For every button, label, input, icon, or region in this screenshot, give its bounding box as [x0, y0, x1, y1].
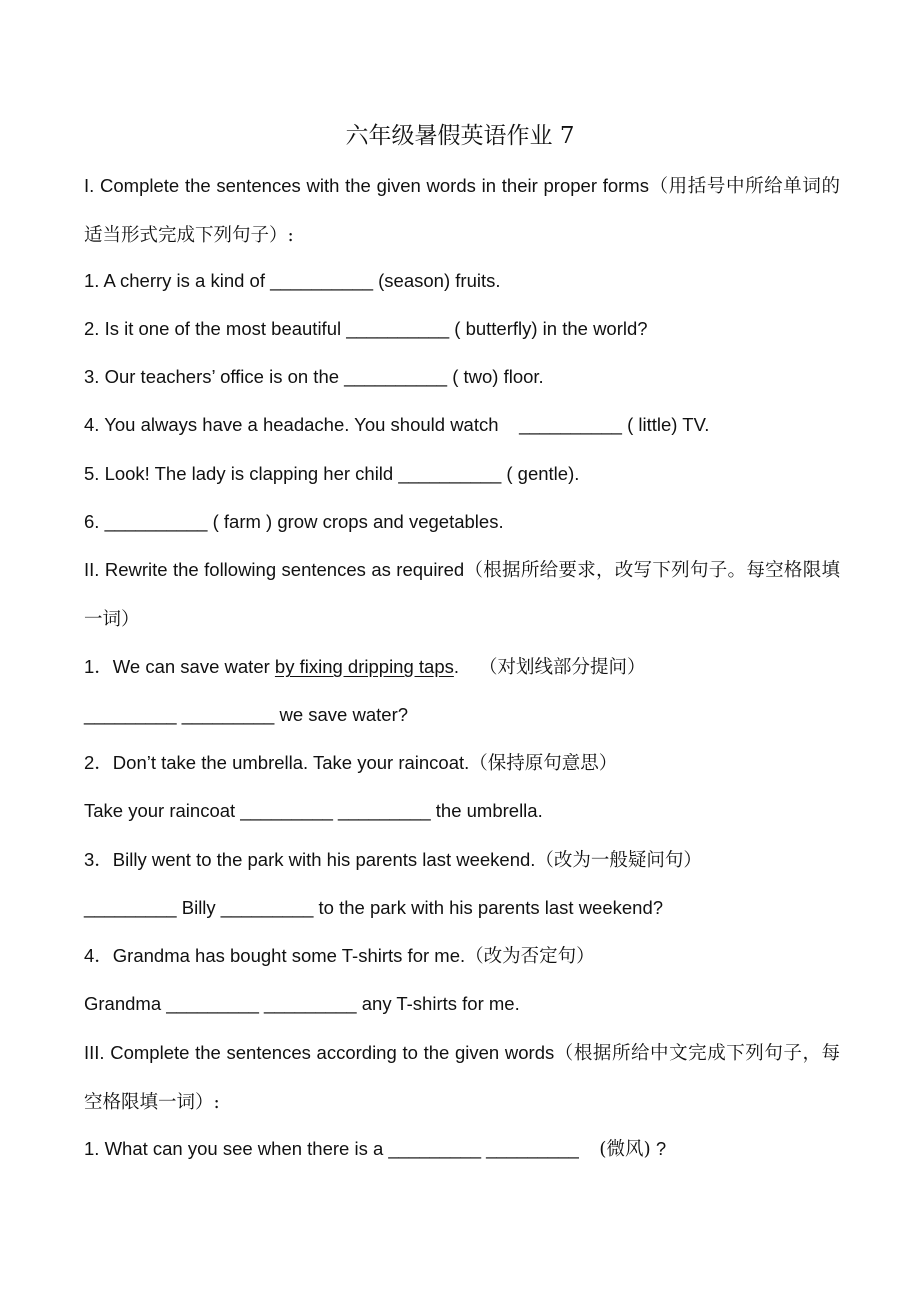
question-1-underlined-phrase: by fixing dripping taps — [274, 656, 454, 677]
section-3-question-1-cn-hint: (微风) — [599, 1139, 651, 1160]
question-4-text: 4．Grandma has bought some T-shirts for me. — [84, 945, 466, 966]
section-1-item-1: 1. A cherry is a kind of __________ (season) fruits. — [84, 270, 501, 291]
section-2-answer-1: _________ _________ we save water? — [84, 704, 409, 725]
section-2-heading-en: II. Rewrite the following sentences as required — [84, 559, 465, 580]
question-3-text: 3．Billy went to the park with his parents last weekend. — [84, 849, 536, 870]
section-1-heading-cn: （用括号中所给单词的适当形式完成下列句子）: — [84, 176, 840, 246]
page-title: 六年级暑假英语作业 7 — [345, 123, 575, 149]
section-3-question-1-text: 1. What can you see when there is a _________ _________ — [84, 1138, 600, 1159]
section-1-heading — [84, 162, 840, 260]
section-3-heading — [84, 1029, 840, 1127]
section-2-question-2 — [84, 748, 844, 779]
section-2-heading-cn: （根据所给要求，改写下列句子。每空格限填一词） — [84, 560, 840, 630]
question-3-instruction: （改为一般疑问句） — [535, 850, 702, 871]
question-1-prefix: 1．We can save water — [84, 656, 275, 677]
section-1-item-4: 4. You always have a headache. You should watch __________ ( little) TV. — [84, 414, 710, 435]
question-4-instruction: （改为否定句） — [465, 946, 595, 967]
question-1-suffix: . — [453, 656, 460, 677]
section-2-answer-3: _________ Billy _________ to the park with his parents last weekend? — [84, 897, 664, 918]
section-3-heading-cn: （根据所给中文完成下列句子，每空格限填一词）: — [84, 1043, 840, 1113]
section-3-question-1-end: ? — [650, 1138, 667, 1159]
section-3-question-1 — [84, 1134, 844, 1165]
section-1-item-3: 3. Our teachers’ office is on the __________ ( two) floor. — [84, 366, 544, 387]
question-2-text: 2．Don’t take the umbrella. Take your raincoat. — [84, 752, 470, 773]
section-1-item-5: 5. Look! The lady is clapping her child __________ ( gentle). — [84, 463, 580, 484]
section-1-item-6: 6. __________ ( farm ) grow crops and vegetables. — [84, 511, 504, 532]
section-1-item-2: 2. Is it one of the most beautiful __________ ( butterfly) in the world? — [84, 318, 648, 339]
section-2-answer-4: Grandma _________ _________ any T-shirts for me. — [84, 993, 520, 1014]
question-2-instruction: （保持原句意思） — [469, 753, 618, 774]
section-1-heading-en: I. Complete the sentences with the given words in their proper forms — [84, 175, 649, 196]
section-2-heading — [84, 546, 840, 644]
section-2-answer-2: Take your raincoat _________ _________ the umbrella. — [84, 800, 543, 821]
question-1-instruction: （对划线部分提问） — [479, 657, 646, 678]
section-2-question-3 — [84, 845, 844, 876]
section-3-heading-en: III. Complete the sentences according to the given words — [84, 1042, 555, 1063]
section-2-question-1 — [84, 652, 844, 683]
section-2-question-4 — [84, 941, 844, 972]
